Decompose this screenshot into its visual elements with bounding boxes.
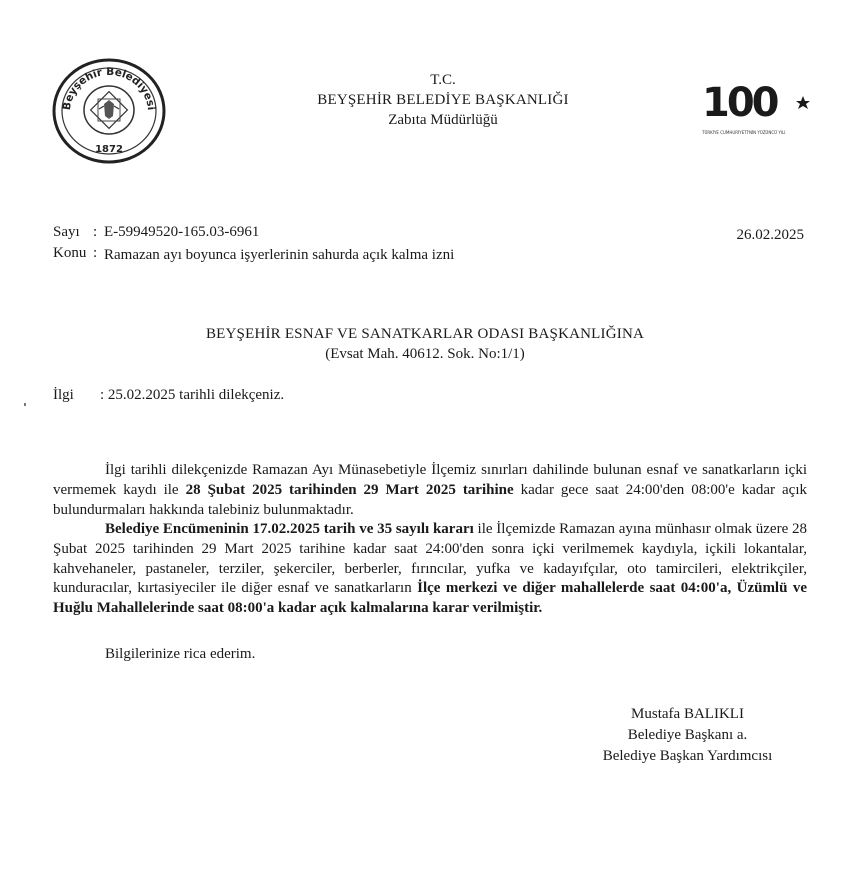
konu-value: Ramazan ayı boyunca işyerlerinin sahurda açık kalma izni [104, 247, 455, 263]
konu-colon: : [93, 245, 98, 261]
sayi-colon: : [93, 224, 98, 240]
seal-text: Beyşehir Belediyesi [60, 65, 157, 111]
logo-caption: TÜRKİYE CUMHURİYETİ'NİN YÜZÜNCÜ YILI [702, 130, 786, 135]
header-institution: BEYŞEHİR BELEDİYE BAŞKANLIĞI [317, 92, 569, 108]
seal-year: 1872 [95, 144, 123, 155]
paragraph-2 [53, 520, 807, 619]
paragraph-1 [53, 461, 807, 520]
signatory-name: Mustafa BALIKLI [631, 706, 744, 722]
header-unit: Zabıta Müdürlüğü [388, 112, 498, 128]
paragraph-3: Bilgilerinize rica ederim. [105, 646, 256, 662]
signatory-title-2: Belediye Başkan Yardımcısı [602, 748, 773, 764]
signature-block [580, 704, 795, 767]
konu-label: Konu [53, 245, 87, 261]
p2-text-b: ile İlçemizde Ramazan ayına münhasır olmak üzere 28 Şubat 2025 tarihinden 29 Mart 2025 tarihine kadar saat 24:00'den sonra içki verilmemek kaydıyla, içkili lokantalar, kahvehaneler, pastaneler, terziler, şekerciler, berberler, fırıncılar, yufka ve kadayıfçılar, oto tamircileri, elektrikçiler, kunduracılar, kırtasiyeciler ile diğer esnaf ve sanatkarların [53, 521, 807, 597]
margin-mark [24, 403, 26, 406]
p1-text-c: kadar gece saat 24:00'den 08:00'e kadar açık bulundurmaları hakkında talebiniz bulunmaktadır. [53, 481, 807, 518]
header-tc: T.C. [430, 72, 456, 88]
p2-bold-decision: Belediye Encümeninin 17.02.2025 tarih ve 35 sayılı kararı [105, 521, 474, 537]
p2-bold-hours: İlçe merkezi ve diğer mahallelerde saat 04:00'a, Üzümlü ve Huğlu Mahallelerinde saat 08:00'a kadar açık kalmalarına karar verilmiştir. [53, 580, 807, 617]
recipient-title: BEYŞEHİR ESNAF VE SANATKARLAR ODASI BAŞKANLIĞINA [205, 326, 645, 342]
logo-number: 100 [702, 80, 777, 126]
sayi-value: E-59949520-165.03-6961 [104, 224, 260, 240]
document-date: 26.02.2025 [736, 227, 804, 243]
ilgi-value: : 25.02.2025 tarihli dilekçeniz. [100, 387, 285, 403]
recipient-address: (Evsat Mah. 40612. Sok. No:1/1) [325, 346, 525, 362]
p1-bold-dates: 28 Şubat 2025 tarihinden 29 Mart 2025 tarihine [185, 481, 514, 498]
sayi-label: Sayı [53, 224, 80, 240]
p1-text-a: İlgi tarihli dilekçenizde Ramazan Ayı Münasebetiyle İlçemiz sınırları dahilinde bulunan esnaf ve sanatkarların içki vermemek kaydı ile [53, 462, 807, 498]
ilgi-label: İlgi [53, 387, 74, 403]
signatory-title-1: Belediye Başkanı a. [627, 727, 748, 743]
